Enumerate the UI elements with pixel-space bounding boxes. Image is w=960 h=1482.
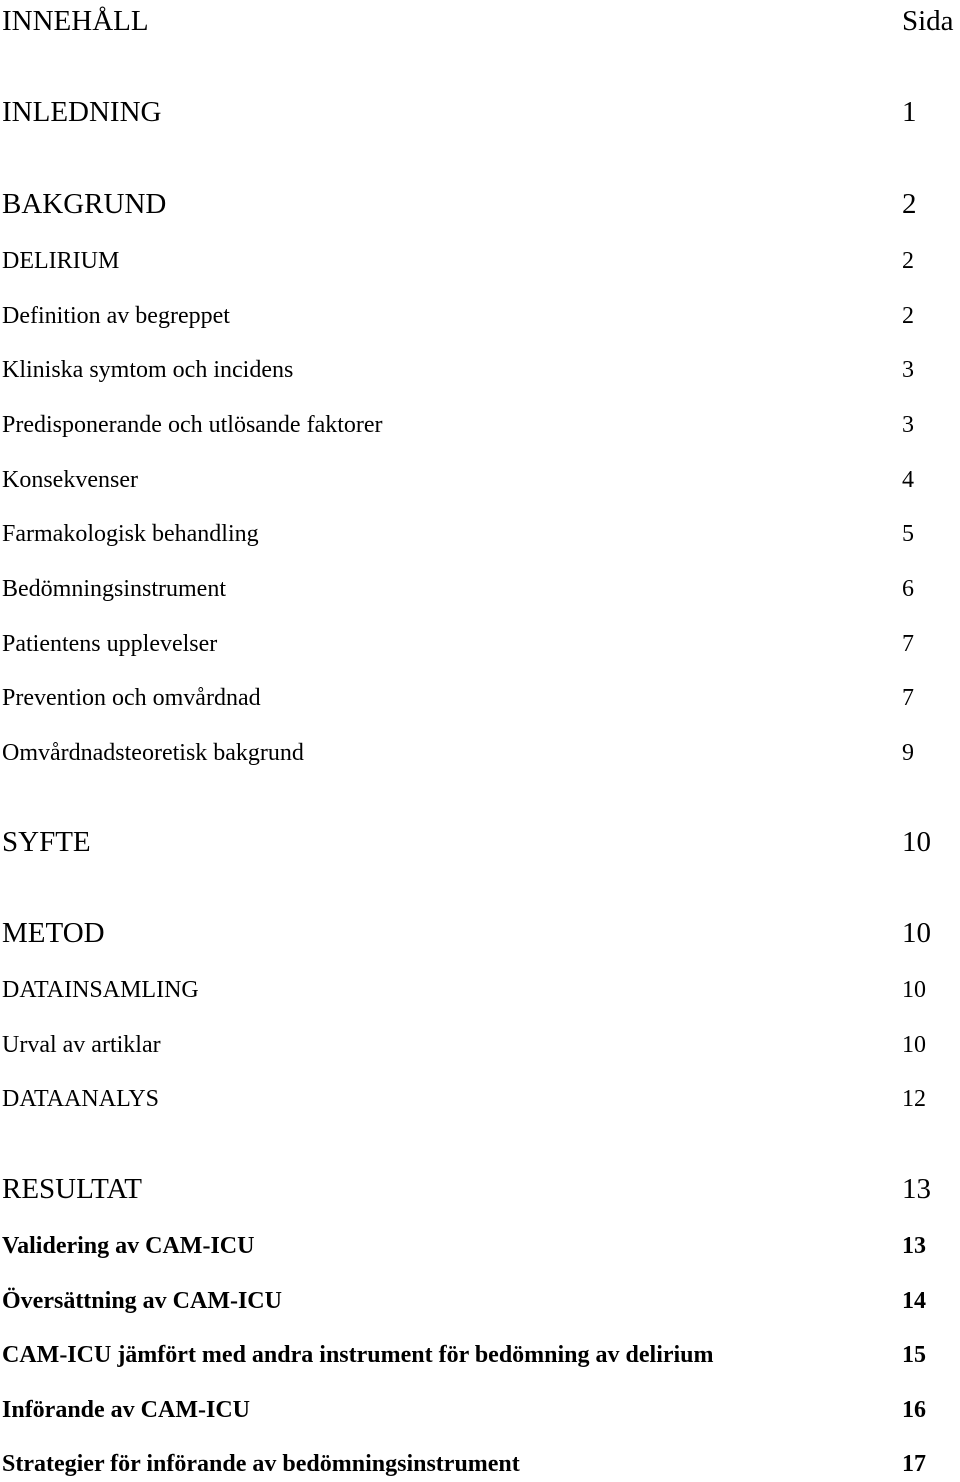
- toc-entry: [0, 824, 960, 860]
- toc-entry-title: Validering av CAM-ICU: [2, 1233, 255, 1259]
- toc-entry: [0, 407, 960, 443]
- toc-entry: [0, 298, 960, 334]
- toc-entry-page: 10: [902, 977, 926, 1003]
- toc-entry-page: 6: [902, 576, 914, 602]
- toc-entry: [0, 243, 960, 279]
- toc-entry-page: 9: [902, 740, 914, 766]
- toc-header: [0, 3, 960, 39]
- toc-entry-title: INLEDNING: [2, 96, 162, 128]
- toc-entry-page: 2: [902, 188, 917, 220]
- toc-entry-page: 7: [902, 685, 914, 711]
- toc-entry-title: SYFTE: [2, 826, 91, 858]
- toc-entry-title: Predisponerande och utlösande faktorer: [2, 412, 383, 438]
- toc-entry-title: METOD: [2, 917, 105, 949]
- toc-entry: [0, 186, 960, 222]
- toc-entry-title: BAKGRUND: [2, 188, 167, 220]
- toc-entry-title: DATAINSAMLING: [2, 977, 199, 1003]
- toc-entry-page: 2: [902, 303, 914, 329]
- toc-entry-page: 10: [902, 917, 931, 949]
- toc-entry: [0, 571, 960, 607]
- toc-entry-page: 15: [902, 1342, 926, 1368]
- page-column-label: Sida: [902, 5, 954, 37]
- toc-entry: [0, 680, 960, 716]
- toc-entry: [0, 462, 960, 498]
- toc-entry-title: DELIRIUM: [2, 248, 120, 274]
- toc-entry-page: 5: [902, 521, 914, 547]
- toc-entry: [0, 1171, 960, 1207]
- toc-entry-page: 14: [902, 1288, 926, 1314]
- toc-entry: [0, 1446, 960, 1482]
- toc-entry: [0, 1337, 960, 1373]
- toc-entry-title: Kliniska symtom och incidens: [2, 357, 294, 383]
- toc-entry-page: 7: [902, 631, 914, 657]
- toc-entry-title: Bedömningsinstrument: [2, 576, 226, 602]
- toc-entry: [0, 1081, 960, 1117]
- toc-entry: [0, 352, 960, 388]
- toc-entry-title: Införande av CAM-ICU: [2, 1397, 250, 1423]
- toc-entry: [0, 516, 960, 552]
- toc-entry-title: Konsekvenser: [2, 467, 138, 493]
- toc-entry-page: 4: [902, 467, 914, 493]
- toc-entry-title: Översättning av CAM-ICU: [2, 1288, 282, 1314]
- toc-entry-page: 3: [902, 357, 914, 383]
- toc-entry: [0, 1392, 960, 1428]
- toc-entry-page: 1: [902, 96, 917, 128]
- toc-entry-title: Farmakologisk behandling: [2, 521, 259, 547]
- toc-entry: [0, 1027, 960, 1063]
- toc-entry-title: Urval av artiklar: [2, 1032, 161, 1058]
- toc-heading: INNEHÅLL: [2, 5, 149, 37]
- toc-entry-page: 16: [902, 1397, 926, 1423]
- toc-entry-page: 13: [902, 1233, 926, 1259]
- toc-entry: [0, 915, 960, 951]
- toc-entry: [0, 1228, 960, 1264]
- toc-entry: [0, 972, 960, 1008]
- toc-entry-page: 10: [902, 1032, 926, 1058]
- toc-entry-page: 13: [902, 1173, 931, 1205]
- toc-entry: [0, 94, 960, 130]
- toc-entry-page: 3: [902, 412, 914, 438]
- toc-entry-title: CAM-ICU jämfört med andra instrument för bedömning av delirium: [2, 1342, 714, 1368]
- toc-entry-title: DATAANALYS: [2, 1086, 160, 1112]
- toc-entry-title: Definition av begreppet: [2, 303, 230, 329]
- toc-entry-page: 2: [902, 248, 914, 274]
- toc-entry: [0, 1283, 960, 1319]
- toc-entry-title: Omvårdnadsteoretisk bakgrund: [2, 740, 304, 766]
- toc-entry: [0, 626, 960, 662]
- toc-entry-page: 12: [902, 1086, 926, 1112]
- toc-entry-title: Prevention och omvårdnad: [2, 685, 261, 711]
- toc-entry-title: RESULTAT: [2, 1173, 143, 1205]
- toc-entry-title: Strategier för införande av bedömningsinstrument: [2, 1451, 520, 1477]
- toc-entry: [0, 735, 960, 771]
- toc-entry-page: 10: [902, 826, 931, 858]
- toc-entry-page: 17: [902, 1451, 926, 1477]
- toc-entry-title: Patientens upplevelser: [2, 631, 218, 657]
